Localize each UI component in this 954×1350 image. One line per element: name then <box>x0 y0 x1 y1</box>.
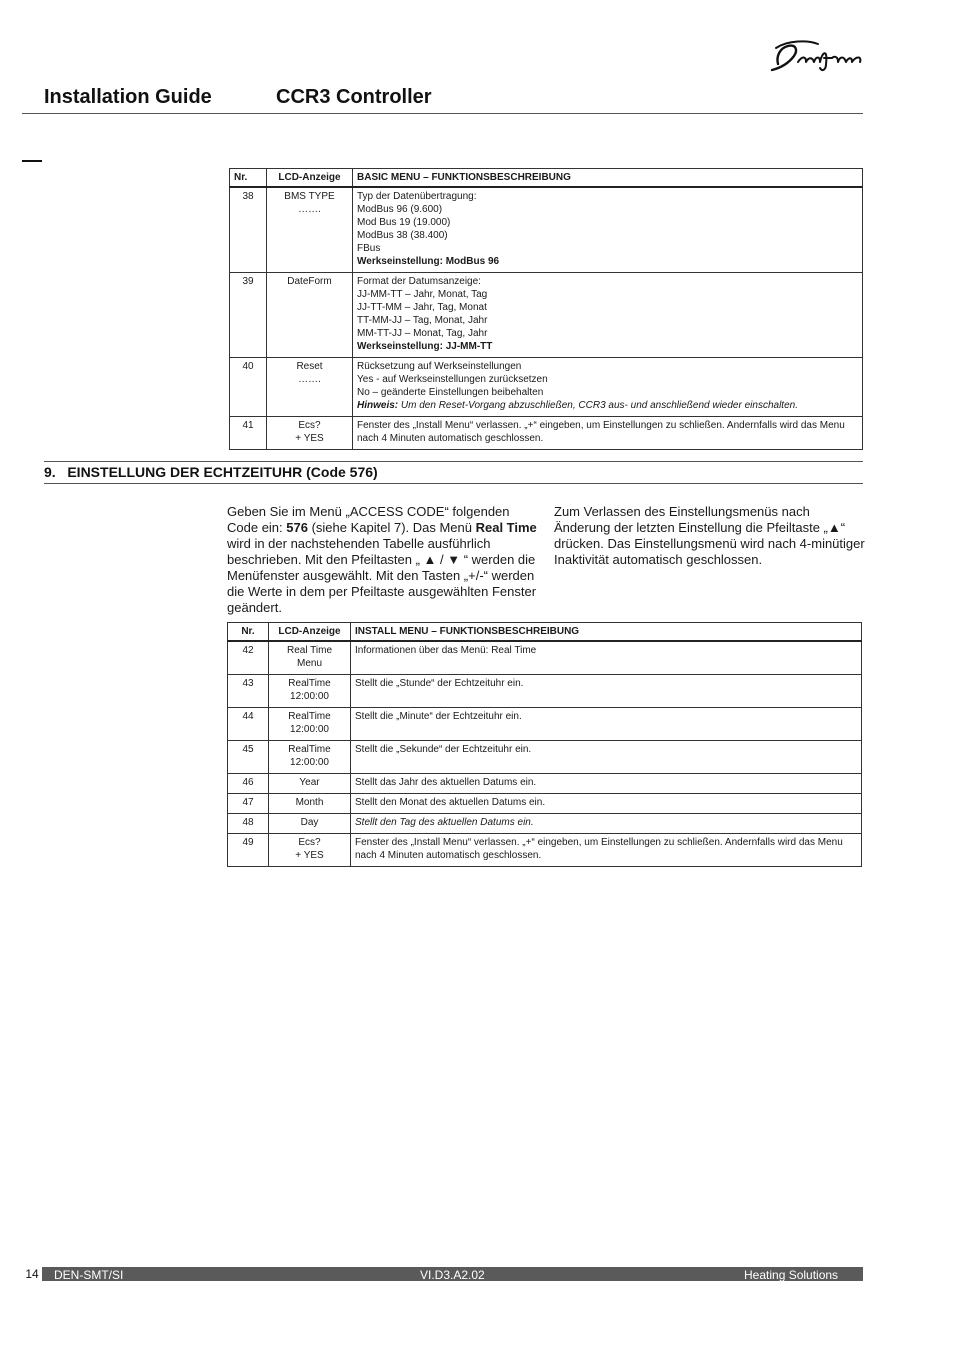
cell-nr: 45 <box>228 741 269 774</box>
lcd-line: RealTime <box>288 678 331 689</box>
table-row <box>228 708 862 741</box>
lcd-line: DateForm <box>287 276 332 287</box>
table-row <box>228 814 862 834</box>
cell-nr: 48 <box>228 814 269 834</box>
page-number: 14 <box>22 1267 42 1281</box>
col-header-description: INSTALL MENU – FUNKTIONSBESCHREIBUNG <box>351 623 862 642</box>
table-header-row <box>230 169 863 188</box>
table-header-row <box>228 623 862 642</box>
lcd-line: Real Time <box>286 645 332 656</box>
desc-line: Mod Bus 19 (19.000) <box>357 217 451 228</box>
table-row <box>228 834 862 867</box>
cell-description: Stellt die „Stunde“ der Echtzeituhr ein. <box>351 675 862 708</box>
desc-line: Rücksetzung auf Werkseinstellungen <box>357 361 522 372</box>
cell-lcd <box>269 675 351 708</box>
intro-left-paragraph <box>227 504 539 616</box>
desc-line: JJ-MM-TT – Jahr, Monat, Tag <box>357 289 488 300</box>
lcd-line: 12:00:00 <box>290 691 329 702</box>
col-header-nr: Nr. <box>230 169 267 188</box>
cell-description <box>353 358 863 417</box>
cell-description: Stellt das Jahr des aktuellen Datums ein. <box>351 774 862 794</box>
desc-line: Typ der Datenübertragung: <box>357 191 477 202</box>
table-row <box>230 358 863 417</box>
intro-right-paragraph: Zum Verlassen des Einstellungsmenüs nach Änderung der letzten Einstellung die Pfeiltaste „▲“ drücken. Das Einstellungsmenü wird nach 4-minütiger Inaktivität automatisch geschlossen. <box>554 504 865 567</box>
table-row <box>228 641 862 675</box>
cell-nr: 41 <box>230 417 267 450</box>
cell-lcd: Month <box>269 794 351 814</box>
table-row <box>230 417 863 450</box>
footer-version: VI.D3.A2.02 <box>420 1268 485 1282</box>
cell-lcd <box>267 187 353 273</box>
desc-line: TT-MM-JJ – Tag, Monat, Jahr <box>357 315 488 326</box>
lcd-line: 12:00:00 <box>290 724 329 735</box>
section-rule-bottom <box>44 483 863 484</box>
col-header-lcd: LCD-Anzeige <box>267 169 353 188</box>
lcd-line: Menu <box>296 658 322 669</box>
col-header-nr: Nr. <box>228 623 269 642</box>
menu-name: Real Time <box>475 520 537 535</box>
cell-lcd <box>269 834 351 867</box>
lcd-line: + YES <box>295 433 324 444</box>
table-row <box>228 774 862 794</box>
lcd-line: 12:00:00 <box>290 757 329 768</box>
cell-nr: 46 <box>228 774 269 794</box>
section-rule-top <box>44 461 863 462</box>
lcd-line: Ecs? <box>298 837 321 848</box>
cell-lcd <box>269 741 351 774</box>
section-title: 9. EINSTELLUNG DER ECHTZEITUHR (Code 576) <box>44 464 378 480</box>
table-row <box>228 675 862 708</box>
footer-document-code: DEN-SMT/SI <box>54 1268 124 1282</box>
lcd-line: ……. <box>298 204 321 215</box>
cell-nr: 47 <box>228 794 269 814</box>
desc-line: FBus <box>357 243 381 254</box>
intro-left-c: wird in der nachstehenden Tabelle ausführlich beschrieben. Mit den Pfeiltasten „ ▲ / ▼ “ werden die Menüfenster ausgewählt. Mit den Tasten „+/-“ werden die Werte in dem per Pfeiltaste ausgewählten Fenster geändert. <box>227 536 537 615</box>
hint-line <box>357 399 858 412</box>
install-menu-table <box>227 622 862 867</box>
cell-description: Stellt die „Minute“ der Echtzeituhr ein. <box>351 708 862 741</box>
desc-line: JJ-TT-MM – Jahr, Tag, Monat <box>357 302 487 313</box>
cell-lcd: Day <box>269 814 351 834</box>
cell-lcd <box>267 273 353 358</box>
lcd-line: + YES <box>295 850 324 861</box>
basic-menu-table <box>229 168 863 450</box>
cell-description <box>353 187 863 273</box>
lcd-line: BMS TYPE <box>284 191 335 202</box>
hint-label: Hinweis: <box>357 400 399 411</box>
hint-text: Um den Reset-Vorgang abzuschließen, CCR3 aus- und anschließend wieder einschalten. <box>398 400 798 411</box>
desc-line: ModBus 96 (9.600) <box>357 204 443 215</box>
intro-left-a: Geben Sie im Menü „ACCESS CODE“ folgenden Code ein: <box>227 504 510 535</box>
cell-description: Stellt den Tag des aktuellen Datums ein. <box>351 814 862 834</box>
cell-nr: 40 <box>230 358 267 417</box>
cell-nr: 43 <box>228 675 269 708</box>
default-setting: Werkseinstellung: JJ-MM-TT <box>357 341 493 352</box>
lcd-line: Reset <box>296 361 323 372</box>
desc-line: Yes - auf Werkseinstellungen zurücksetzen <box>357 374 548 385</box>
lcd-line: RealTime <box>288 711 331 722</box>
cell-lcd <box>267 417 353 450</box>
header-rule <box>22 113 863 114</box>
doc-title-installation-guide: Installation Guide <box>44 86 212 108</box>
access-code: 576 <box>286 520 308 535</box>
cell-lcd <box>269 641 351 675</box>
table-row <box>230 187 863 273</box>
cell-description: Stellt die „Sekunde“ der Echtzeituhr ein. <box>351 741 862 774</box>
table-row <box>228 741 862 774</box>
col-header-description: BASIC MENU – FUNKTIONSBESCHREIBUNG <box>353 169 863 188</box>
danfoss-logo <box>768 34 868 76</box>
cell-nr: 44 <box>228 708 269 741</box>
cell-description: Fenster des „Install Menu“ verlassen. „+“ eingeben, um Einstellungen zu schließen. Andernfalls wird das Menu nach 4 Minuten automatisch geschlossen. <box>351 834 862 867</box>
intro-left-b: (siehe Kapitel 7). Das Menü <box>307 520 476 535</box>
cell-lcd <box>269 708 351 741</box>
desc-line: ModBus 38 (38.400) <box>357 230 448 241</box>
doc-title-product: CCR3 Controller <box>276 86 432 108</box>
lcd-line: RealTime <box>288 744 331 755</box>
cell-description: Fenster des „Install Menu“ verlassen. „+“ eingeben, um Einstellungen zu schließen. Andernfalls wird das Menu nach 4 Minuten automatisch geschlossen. <box>353 417 863 450</box>
cell-description <box>353 273 863 358</box>
side-margin-mark <box>22 160 42 162</box>
cell-nr: 42 <box>228 641 269 675</box>
lcd-line: Ecs? <box>298 420 321 431</box>
footer-division: Heating Solutions <box>744 1268 839 1282</box>
lcd-line: ……. <box>298 374 321 385</box>
default-setting: Werkseinstellung: ModBus 96 <box>357 256 500 267</box>
cell-lcd: Year <box>269 774 351 794</box>
cell-nr: 49 <box>228 834 269 867</box>
col-header-lcd: LCD-Anzeige <box>269 623 351 642</box>
desc-line: MM-TT-JJ – Monat, Tag, Jahr <box>357 328 488 339</box>
desc-line: No – geänderte Einstellungen beibehalten <box>357 387 544 398</box>
cell-description: Stellt den Monat des aktuellen Datums ein. <box>351 794 862 814</box>
cell-nr: 38 <box>230 187 267 273</box>
cell-nr: 39 <box>230 273 267 358</box>
cell-description: Informationen über das Menü: Real Time <box>351 641 862 675</box>
desc-line: Format der Datumsanzeige: <box>357 276 481 287</box>
table-row <box>230 273 863 358</box>
cell-lcd <box>267 358 353 417</box>
table-row <box>228 794 862 814</box>
